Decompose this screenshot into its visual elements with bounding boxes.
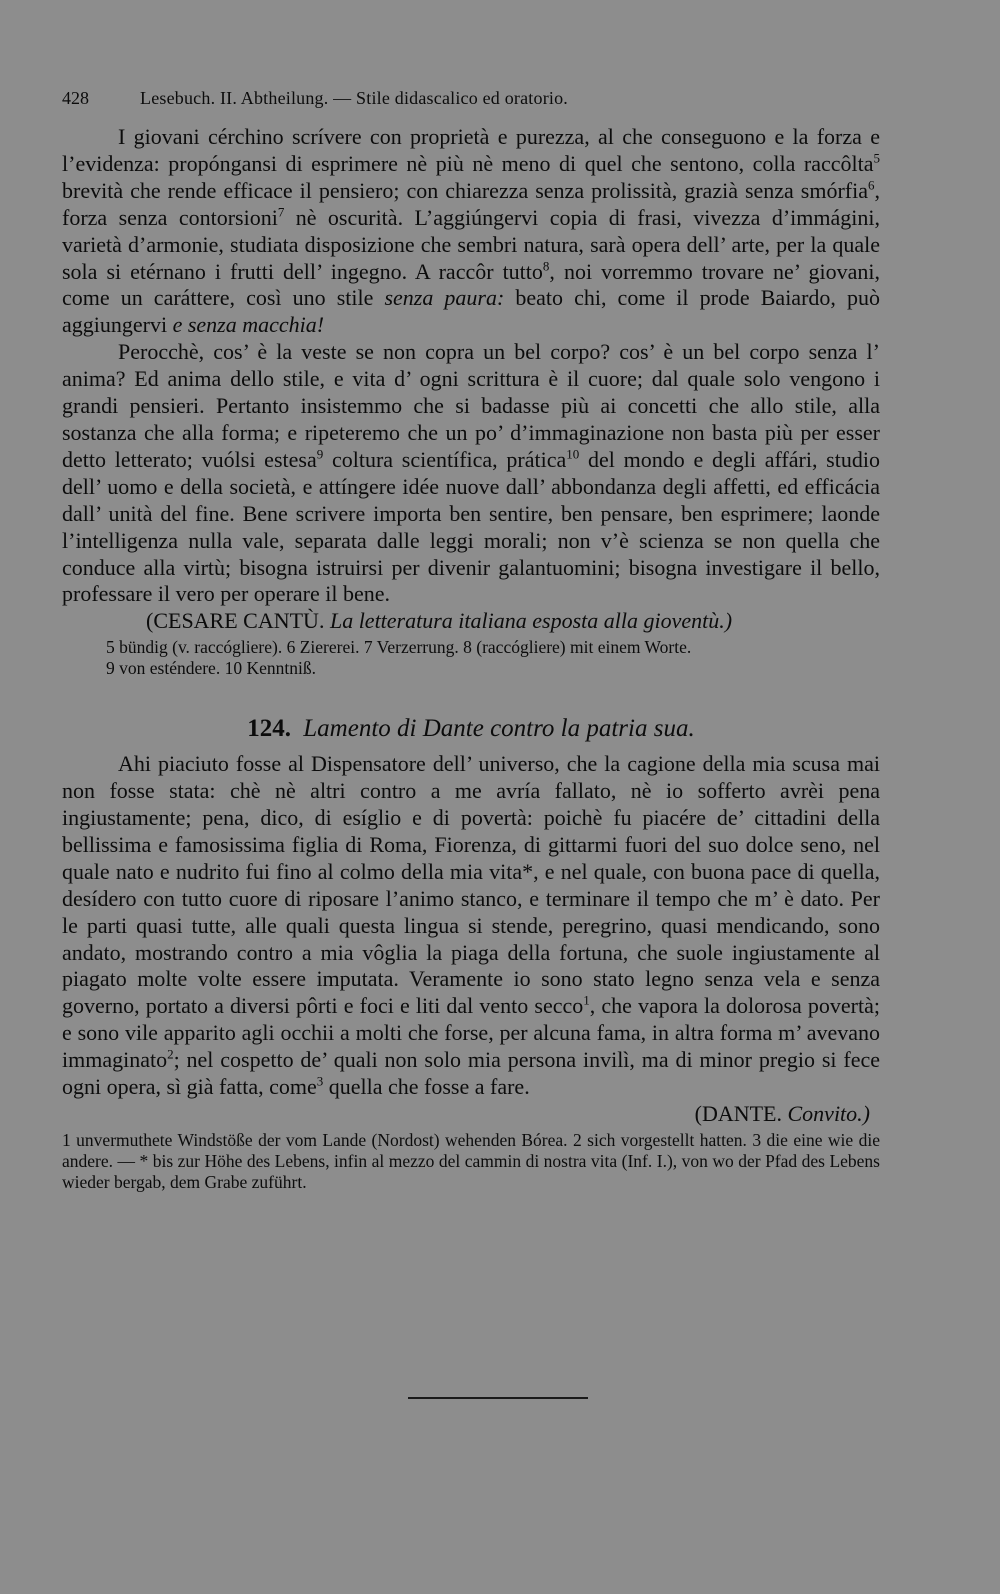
footnote-marker: 9 (316, 446, 324, 462)
page (62, 88, 880, 1193)
section-heading (62, 715, 880, 743)
footnote-marker: 2 (167, 1046, 174, 1062)
footnote-line: 9 von esténdere. 10 Kenntniß. (106, 658, 316, 679)
footnote-marker: 10 (566, 446, 580, 462)
footnotes (106, 637, 880, 679)
attribution-work: La letteratura italiana esposta alla gioventù.) (329, 608, 733, 634)
paragraph: Perocchè, cos’ è la veste se non copra un bel corpo? cos’ è un bel corpo senza l’ anima? Ed anima dello stile, e vita d’ ogni scrittura è il cuore; dal quale solo vengono i grandi pensieri. Pertanto insistemmo che si badasse più ai concetti che allo stile, alla sostanza che alla forma; e ripeteremo che un po’ d’immaginazione non basta più per esser detto letterato; vuólsi estesa$^9$ coltura scientífica, prática$^{10}$ del mondo e degli affári, studio dell’ uomo e della società, e attíngere idée nuove dall’ abbondanza degli affetti, ed efficácia dall’ unità del fine. Bene scrivere importa ben sentire, ben pensare, ben esprimere; laonde l’intelligenza nulla vale, separata dalle leggi morali; non v’è scienza se non quella che conduce alla virtù; bisogna istruirsi per divenir galantuomini; bisogna investigare il bello, professare il vero per operare il bene. (62, 339, 880, 607)
attribution (62, 1101, 870, 1128)
footnote-marker: 5 (873, 150, 880, 166)
page-number: 428 (62, 88, 89, 108)
footnote-marker: 6 (868, 177, 875, 193)
footnote-marker: 7 (277, 204, 285, 220)
footnote-marker: 8 (542, 258, 550, 274)
attribution-work: Convito.) (787, 1101, 870, 1126)
section-number: 124. (247, 715, 292, 743)
running-title: Lesebuch. II. Abtheilung. — Stile didascalico ed oratorio. (140, 88, 568, 108)
footnote-line: 5 bündig (v. raccógliere). 6 Ziererei. 7 Verzerrung. 8 (raccógliere) mit einem Worte. (106, 637, 692, 658)
footnotes (62, 1130, 880, 1193)
italic-text: e senza macchia! (172, 312, 325, 338)
footnote-marker: 3 (316, 1073, 324, 1089)
section-title: Lamento di Dante contro la patria sua. (303, 715, 695, 743)
running-header (62, 88, 880, 114)
paragraph: Ahi piaciuto fosse al Dispensatore dell’ universo, che la cagione della mia scusa mai non fosse stata: chè nè altri contro a me avría fallato, nè io sofferto avrèi pena ingiustamente; pena, dico, di esíglio e di povertà: poichè fu piacére de’ cittadini della bellissima e famosissima figlia di Roma, Fiorenza, di gittarmi fuori del suo dolce seno, nel quale nato e nudrito fui fino al colmo della mia vita*, e nel quale, con buona pace di quella, desídero con tutto cuore di riposare l’animo stanco, e terminare il tempo che m’ è dato. Per le parti quasi tutte, alle quali questa lingua si stende, peregrino, quasi mendicando, sono andato, mostrando contro a mia vôglia la piaga della fortuna, che suole ingiustamente al piagato molte volte essere imputata. Veramente io sono stato legno senza vela e senza governo, portato a diversi pôrti e foci e liti dal vento secco$^1$, che vapora la dolorosa povertà; e sono vile apparito agli occhii a molti che forse, per alcuna fama, in altra forma m’ avevano immaginato$^2$; nel cospetto de’ quali non solo mia persona invilì, ma di minor pregio si fece ogni opera, sì già fatta, come$^3$ quella che fosse a fare. (62, 751, 880, 1100)
attribution-author: (DANTE. (694, 1101, 782, 1126)
paragraph: I giovani cérchino scrívere con proprietà e purezza, al che conseguono e la forza e l’evidenza: propóngansi di esprimere nè più nè meno di quel che sentono, colla raccôlta$^5$ brevità che rende efficace il pensiero; con chiarezza senza prolissità, grazià senza smórfia$^6$, forza senza contorsioni$^7$ nè oscurità. L’aggiúngervi copia di frasi, vivezza d’immágini, varietà d’armonie, studiata disposizione che sembri natura, sarà opera dell’ arte, per la quale sola si etérnano i frutti dell’ ingegno. A raccôr tutto$^8$, noi vorremmo trovare ne’ giovani, come un caráttere, così uno stile senza paura: beato chi, come il prode Baiardo, può aggiungervi e senza macchia! (62, 124, 881, 338)
closing-rule (408, 1397, 588, 1399)
footnote-marker: 1 (583, 993, 590, 1009)
footnote-text: 1 unvermuthete Windstöße der vom Lande (Nordost) wehenden Bórea. 2 sich vorgestellt hatten. 3 die eine wie die andere. — * bis zur Höhe des Lebens, infin al mezzo del cammin di nostra vita (Inf. I.), von wo der Pfad des Lebens wieder bergab, dem Grabe zuführt. (62, 1129, 880, 1192)
italic-text: senza paura: (384, 285, 505, 311)
attribution-author: (CESARE CANTÙ. (146, 608, 325, 634)
attribution (146, 608, 880, 635)
